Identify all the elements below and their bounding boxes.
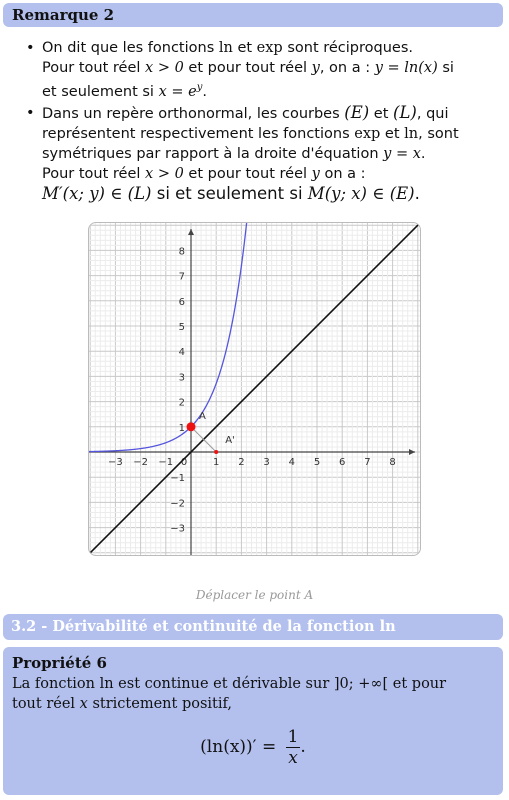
x-tick-label: −2 [133, 457, 148, 468]
graph-caption: Déplacer le point A [195, 588, 314, 602]
bullet-2-line-2: représentent respectivement les fonctions exp et ln, sont [42, 125, 459, 142]
bullet-2 [22, 103, 502, 204]
graph-canvas[interactable] [89, 223, 420, 555]
label-a: A [199, 410, 206, 422]
fraction: $\frac{1}{x}$ [287, 727, 299, 768]
bullet-1-line-2: Pour tout réel x > 0 et pour tout réel y, on a : y = ln(x) si [42, 60, 454, 76]
point-a-prime [214, 450, 218, 454]
section-title: 3.2 - Dérivabilité et continuité de la fonction ln [11, 618, 396, 635]
x-tick-label: 8 [389, 457, 396, 468]
y-tick-label: −2 [170, 498, 185, 510]
x-tick-label: 7 [364, 457, 371, 468]
bullet-1 [22, 38, 502, 102]
y-tick-label: 7 [178, 271, 185, 283]
bullet-2-line-4: Pour tout réel x > 0 et pour tout réel y on a : [42, 165, 366, 182]
x-tick-label: 4 [288, 457, 295, 468]
bullet-2-line-3: symétriques par rapport à la droite d'équation y = x. [42, 145, 426, 162]
y-tick-label: 8 [178, 246, 185, 258]
bullet-dot: • [26, 104, 35, 121]
remark-body [22, 38, 502, 204]
x-tick-label: −3 [108, 457, 123, 468]
x-tick-label: 3 [263, 457, 270, 468]
x-tick-label: 6 [339, 457, 346, 468]
point-a[interactable] [187, 422, 196, 431]
remark-title: Remarque 2 [12, 6, 115, 24]
label-a-prime: A' [225, 435, 235, 446]
bullet-1-line-3: et seulement si $x = e^y$. [42, 82, 207, 100]
x-tick-label: −1 [158, 457, 174, 468]
y-tick-label: 6 [178, 296, 185, 308]
y-tick-label: −1 [170, 473, 185, 485]
line-y-equals-x [89, 223, 420, 555]
y-tick-label: 5 [178, 322, 185, 333]
y-tick-label: 1 [178, 422, 185, 434]
derivative-formula: (ln(x))′ = $\frac{1}{x}$ . [200, 727, 306, 768]
y-tick-label: 2 [178, 397, 185, 409]
property-line-2: tout réel x strictement positif, [12, 696, 232, 712]
y-tick-label: 4 [178, 347, 185, 359]
section-header [3, 614, 503, 640]
x-tick-label: 1 [213, 457, 220, 468]
interactive-graph[interactable] [88, 222, 421, 556]
y-tick-label: 3 [178, 372, 185, 384]
property-line-1: La fonction ln est continue et dérivable sur ]0; +∞[ et pour [12, 676, 447, 692]
y-tick-label: −3 [170, 523, 185, 535]
bullet-1-line-1: On dit que les fonctions ln et exp sont réciproques. [42, 40, 413, 56]
property-text [12, 674, 492, 714]
bullet-2-line-5: M′(x; y) ∈ (L) si et seulement si M(y; x) ∈ (E). [42, 183, 420, 203]
x-axis-arrow [409, 449, 415, 455]
x-tick-label: 2 [238, 457, 245, 468]
remark-header [3, 3, 503, 27]
property-box [3, 647, 503, 795]
bullet-2-line-1: Dans un repère orthonormal, les courbes (E) et (L), qui [42, 102, 449, 122]
x-tick-label: 0 [180, 457, 188, 468]
x-tick-label: 5 [313, 457, 321, 468]
bullet-dot: • [26, 40, 35, 56]
property-title: Propriété 6 [12, 654, 107, 672]
